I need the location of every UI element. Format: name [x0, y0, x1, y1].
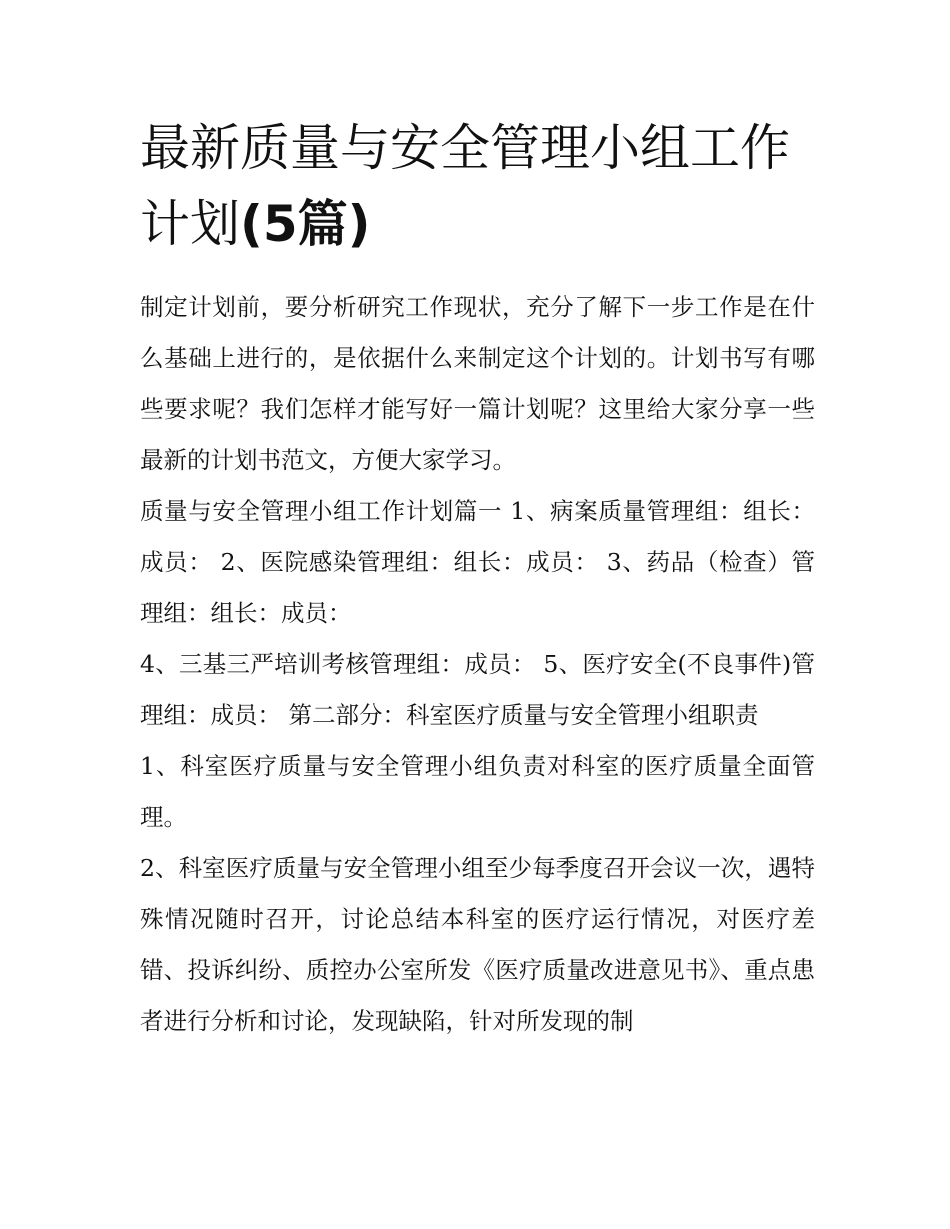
paragraph-duty-1: 1、科室医疗质量与安全管理小组负责对科室的医疗质量全面管理。: [140, 752, 815, 831]
document-title: [140, 110, 815, 262]
title-suffix-text: (5篇): [240, 195, 371, 253]
title-main-text: 最新质量与安全管理小组工作计划: [140, 119, 790, 253]
document-page: [140, 110, 815, 1047]
paragraph-plan-part-one: 质量与安全管理小组工作计划篇一 1、病案质量管理组：组长：成员： 2、医院感染管理组：组长：成员： 3、药品（检查）管理组：组长：成员：: [140, 497, 815, 627]
intro-paragraph: 制定计划前，要分析研究工作现状，充分了解下一步工作是在什么基础上进行的，是依据什么来制定这个计划的。计划书写有哪些要求呢？我们怎样才能写好一篇计划呢？这里给大家分享一些最新的计划书范文，方便大家学习。: [140, 293, 815, 474]
paragraph-duty-2: 2、科室医疗质量与安全管理小组至少每季度召开会议一次，遇特殊情况随时召开，讨论总结本科室的医疗运行情况，对医疗差错、投诉纠纷、质控办公室所发《医疗质量改进意见书》、重点患者进行分析和讨论，发现缺陷，针对所发现的制: [140, 854, 815, 1035]
paragraph-plan-part-two: 4、三基三严培训考核管理组：成员： 5、医疗安全(不良事件)管理组：成员： 第二部分：科室医疗质量与安全管理小组职责: [140, 650, 815, 729]
document-body: [140, 282, 815, 1047]
